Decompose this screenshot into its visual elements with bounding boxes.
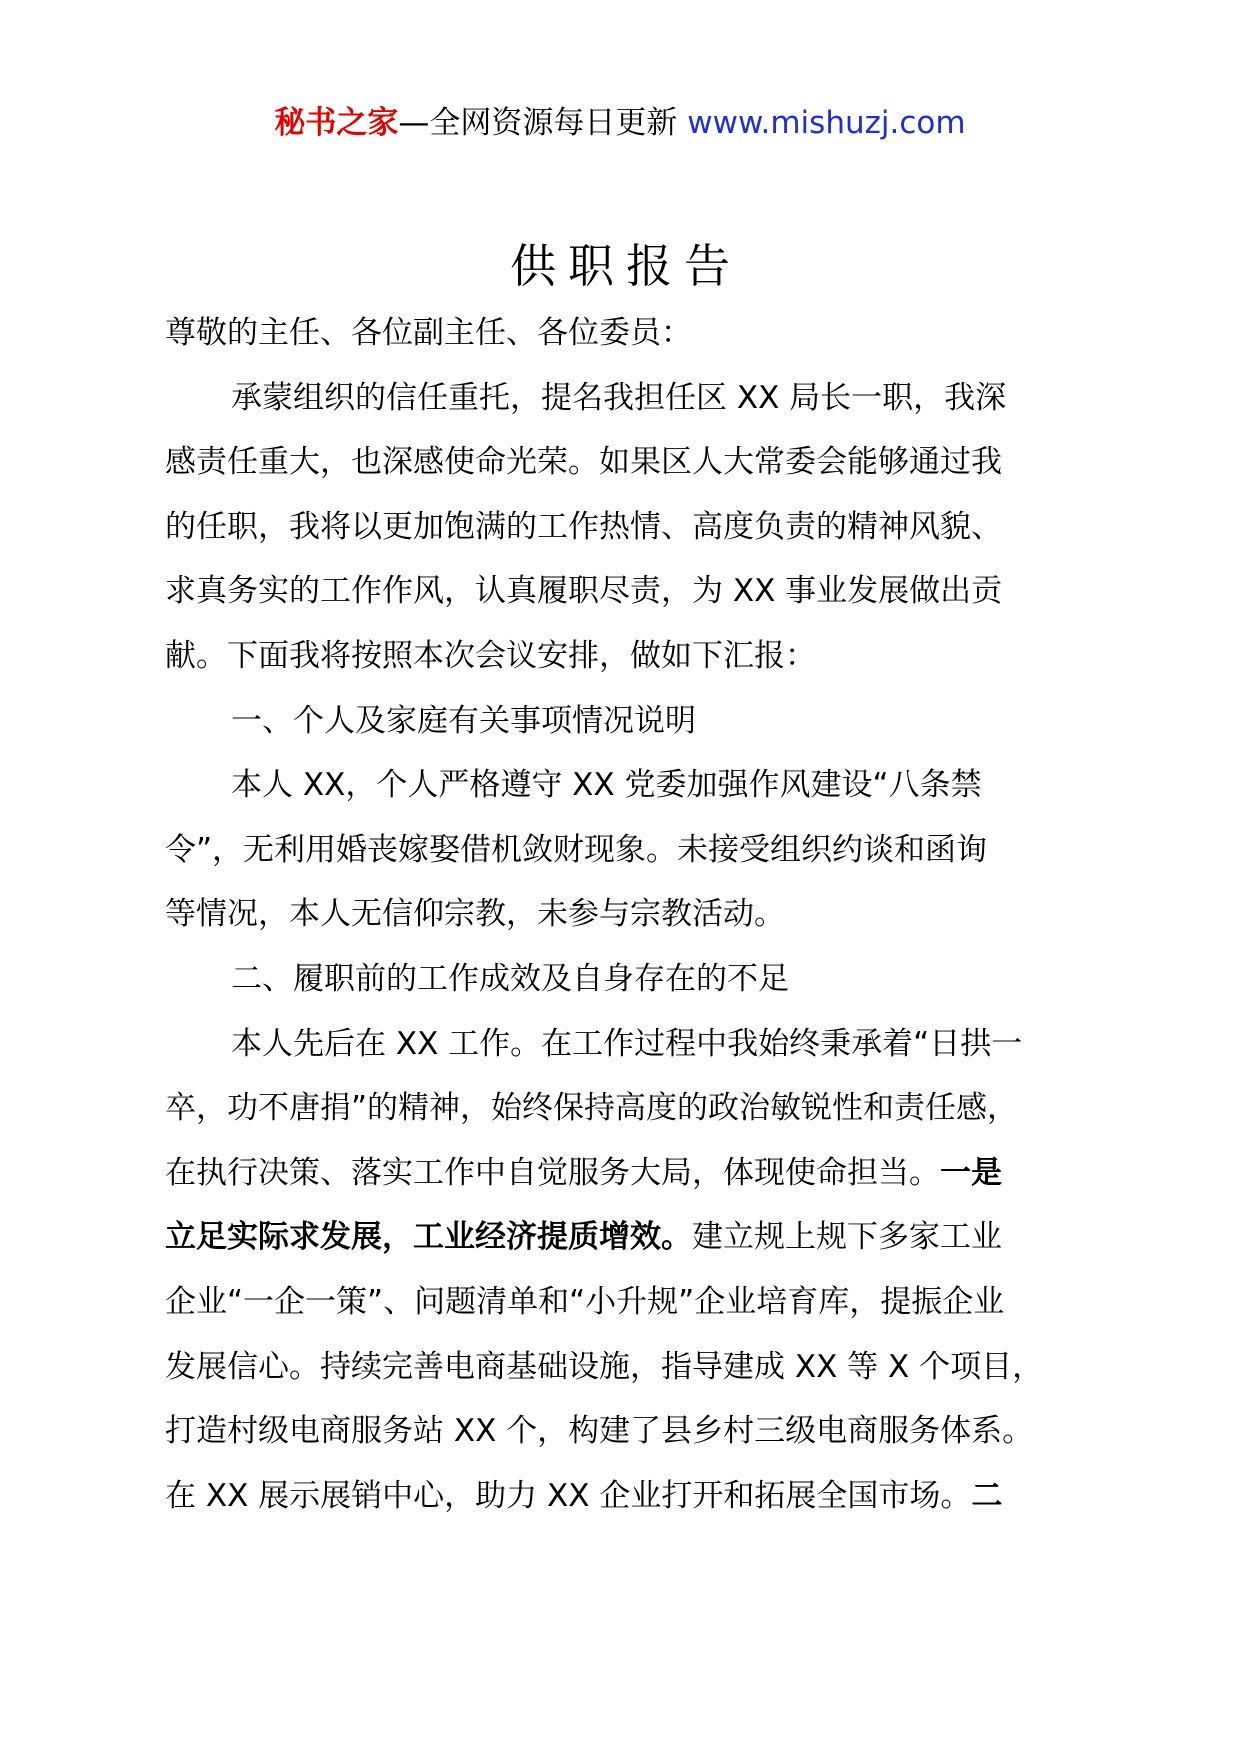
text-segment: 在 XX 展示展销中心，助力 XX 企业打开和拓展全国市场。 — [165, 1477, 972, 1514]
text-segment: 一、个人及家庭有关事项情况说明 — [231, 702, 696, 739]
site-header — [0, 100, 1240, 146]
text-segment: 的任职，我将以更加饱满的工作热情、高度负责的精神风貌、 — [165, 508, 1002, 545]
header-tagline: —全网资源每日更新 — [398, 105, 688, 141]
bold-text-segment: 立足实际求发展，工业经济提质增效。 — [165, 1219, 692, 1256]
website-url[interactable]: www.mishuzj.com — [687, 105, 966, 141]
text-line — [165, 430, 1110, 495]
text-segment: 尊敬的主任、各位副主任、各位委员： — [165, 315, 692, 351]
text-line — [165, 1012, 1110, 1077]
text-segment: 求真务实的工作作风，认真履职尽责，为 XX 事业发展做出贡 — [165, 573, 1003, 610]
document-title: 供职报告 — [510, 239, 742, 293]
text-segment: 等情况，本人无信仰宗教，未参与宗教活动。 — [165, 896, 785, 933]
text-line — [165, 1464, 1110, 1529]
text-segment: 在执行决策、落实工作中自觉服务大局，体现使命担当。 — [165, 1154, 940, 1191]
text-segment: 令”，无利用婚丧嫁娶借机敛财现象。未接受组织约谈和函询 — [165, 831, 988, 868]
text-line — [165, 1205, 1110, 1270]
text-segment: 卒，功不唐捐”的精神，始终保持高度的政治敏锐性和责任感， — [165, 1090, 1019, 1127]
text-line — [165, 1076, 1110, 1141]
text-line — [165, 1399, 1110, 1464]
text-segment: 企业“一企一策”、问题清单和“小升规”企业培育库，提振企业 — [165, 1283, 1005, 1320]
text-line — [165, 366, 1110, 431]
text-segment: 发展信心。持续完善电商基础设施，指导建成 XX 等 X 个项目， — [165, 1348, 1044, 1385]
text-segment: 承蒙组织的信任重托，提名我担任区 XX 局长一职，我深 — [231, 379, 1007, 416]
text-line — [165, 559, 1110, 624]
text-line — [165, 1335, 1110, 1400]
text-segment: 建立规上规下多家工业 — [692, 1219, 1002, 1256]
text-segment: 本人先后在 XX 工作。在工作过程中我始终秉承着“日拱一 — [231, 1025, 1023, 1062]
bold-text-segment: 二 — [971, 1477, 1003, 1514]
text-line — [165, 1141, 1110, 1206]
text-line — [165, 753, 1110, 818]
bold-text-segment: 一是 — [940, 1154, 1002, 1191]
text-segment: 献。下面我将按照本次会议安排，做如下汇报： — [165, 637, 816, 674]
text-line — [165, 624, 1110, 689]
text-line — [165, 882, 1110, 947]
text-line — [165, 301, 1110, 366]
text-segment: 本人 XX，个人严格遵守 XX 党委加强作风建设“八条禁 — [231, 767, 982, 804]
text-line — [165, 1270, 1110, 1335]
text-line — [165, 495, 1110, 560]
text-segment: 二、履职前的工作成效及自身存在的不足 — [231, 960, 789, 997]
text-line — [165, 947, 1110, 1012]
text-segment: 感责任重大，也深感使命光荣。如果区人大常委会能够通过我 — [165, 444, 1002, 481]
text-segment: 打造村级电商服务站 XX 个，构建了县乡村三级电商服务体系。 — [165, 1413, 1034, 1450]
document-body — [165, 301, 1110, 1528]
brand-name: 秘书之家 — [274, 105, 399, 141]
text-line — [165, 689, 1110, 754]
text-line — [165, 818, 1110, 883]
